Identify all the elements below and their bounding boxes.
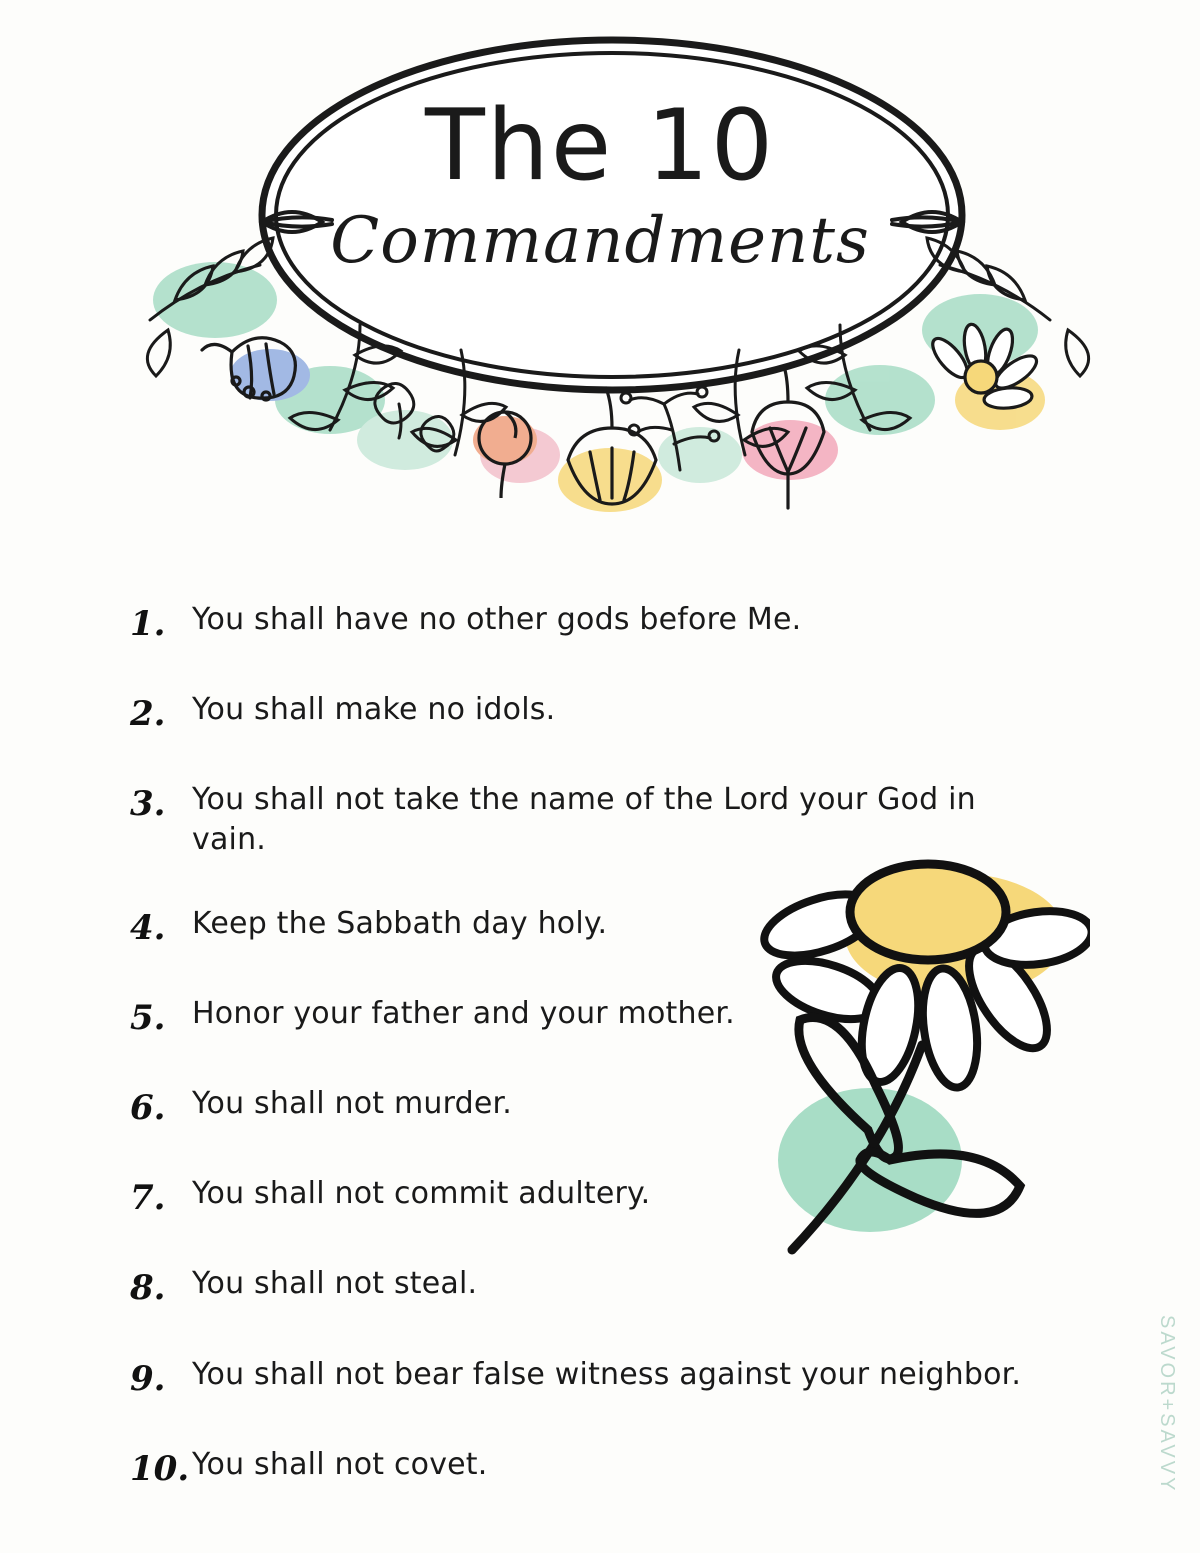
- list-item: [130, 1174, 1080, 1220]
- document-header: [0, 0, 1200, 560]
- list-item-number: 8.: [130, 1268, 166, 1309]
- list-item-number: 10.: [130, 1448, 190, 1489]
- list-item-number: 5.: [130, 997, 166, 1038]
- title-line-2: Commandments: [330, 203, 870, 278]
- list-item: [130, 1084, 1080, 1130]
- list-item-text: You shall not steal.: [192, 1266, 478, 1302]
- list-item-number: 6.: [130, 1087, 166, 1128]
- brand-watermark: SAVOR+SAVVY: [1156, 1314, 1178, 1493]
- list-item: [130, 994, 1080, 1040]
- list-item-number: 7.: [130, 1178, 166, 1219]
- list-item-number: 2.: [130, 694, 166, 735]
- list-item: [130, 1355, 1080, 1401]
- list-item-text: Keep the Sabbath day holy.: [192, 905, 608, 941]
- list-item: [130, 1264, 1080, 1310]
- list-item-text: Honor your father and your mother.: [192, 995, 735, 1031]
- list-item-text: You shall not murder.: [192, 1085, 513, 1121]
- list-item: [130, 780, 1080, 859]
- list-item: [130, 1445, 1080, 1491]
- list-item-number: 3.: [130, 784, 166, 825]
- floral-wreath-icon: [0, 0, 1200, 560]
- list-item-text: You shall make no idols.: [192, 692, 556, 728]
- title-line-1: The 10: [424, 89, 776, 203]
- list-item: [130, 690, 1080, 736]
- list-item-text: You shall not covet.: [192, 1446, 488, 1482]
- list-item-text: You shall not take the name of the Lord your God in vain.: [192, 782, 976, 857]
- list-item: [130, 904, 1080, 950]
- list-item-number: 9.: [130, 1358, 166, 1399]
- list-item-text: You shall have no other gods before Me.: [192, 602, 802, 637]
- list-item-number: 1.: [130, 604, 166, 644]
- list-item-number: 4.: [130, 907, 166, 948]
- list-item-text: You shall not commit adultery.: [192, 1176, 651, 1212]
- list-item-text: You shall not bear false witness against your neighbor.: [192, 1356, 1022, 1392]
- list-item: [130, 600, 1080, 646]
